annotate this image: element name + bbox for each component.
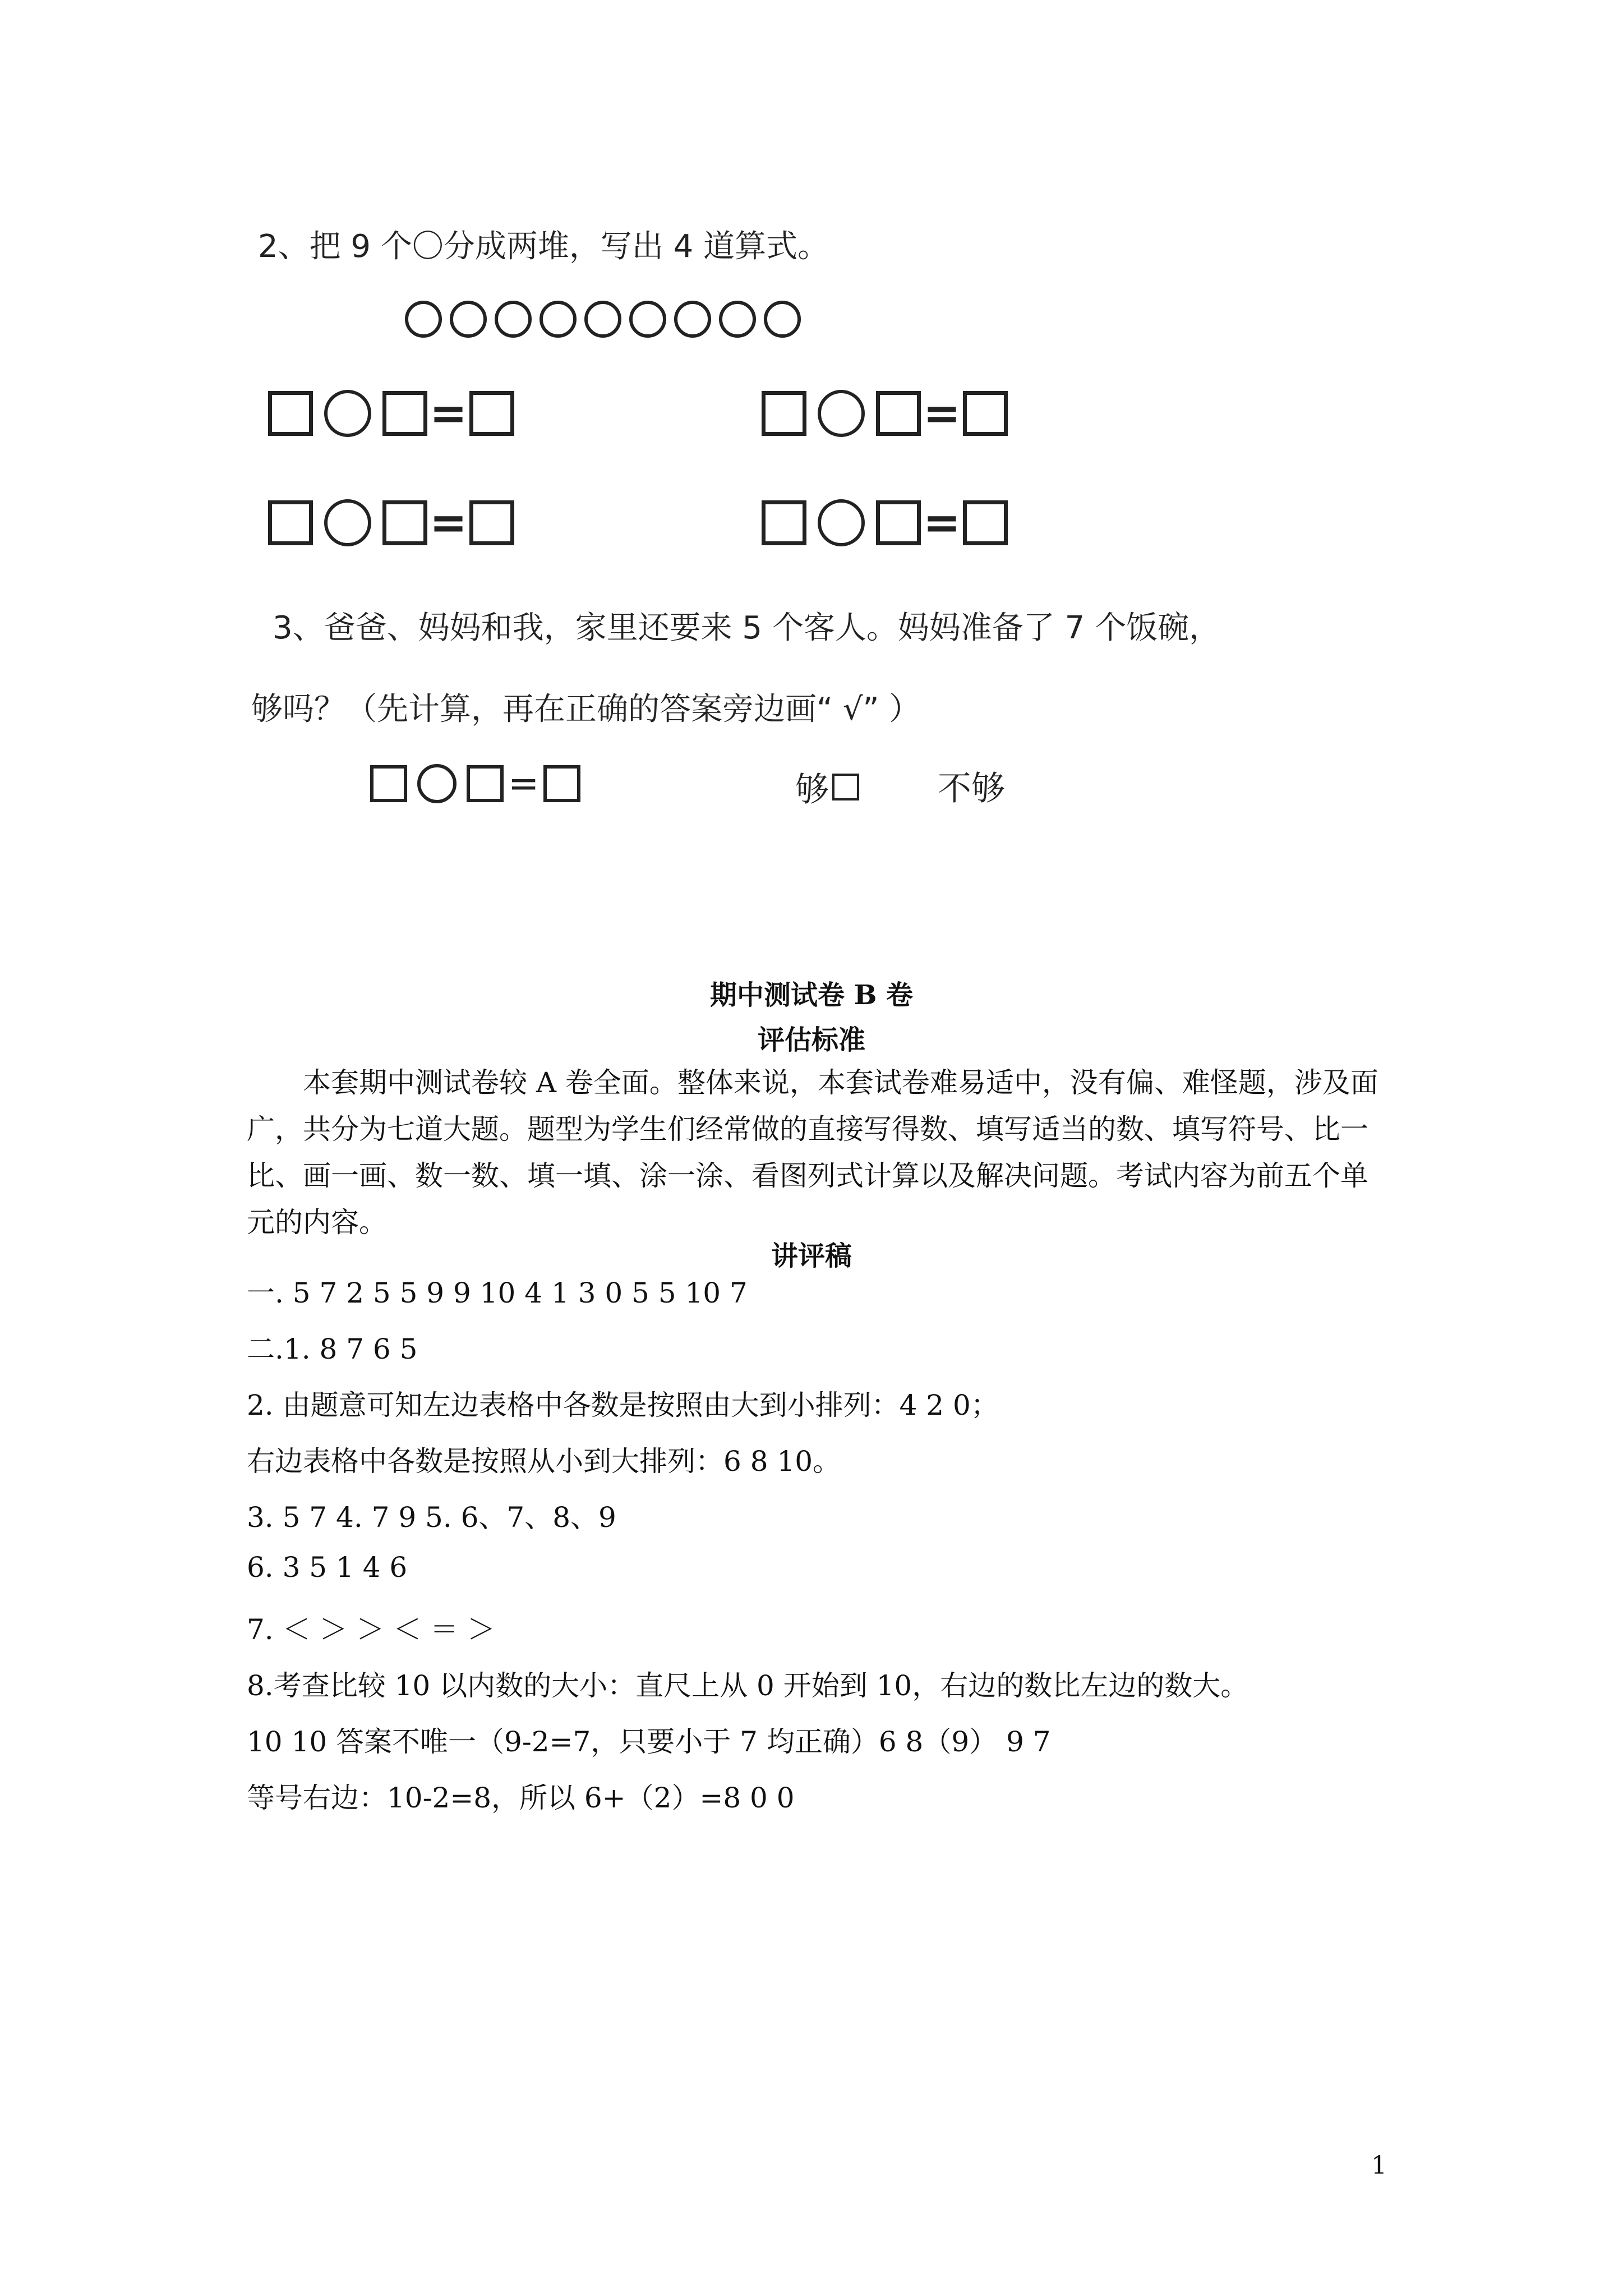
answer-box[interactable] [268,391,313,436]
operator-circle[interactable] [324,499,371,546]
operator-circle[interactable] [818,390,865,437]
answer-box[interactable] [762,500,806,545]
answer-box[interactable] [469,391,514,436]
question-3-line-1: 3、爸爸、妈妈和我，家里还要来 5 个客人。妈妈准备了 7 个饭碗， [273,610,1221,646]
paragraph-line: 本套期中测试卷较 A 卷全面。整体来说，本套试卷难易适中，没有偏、难怪题，涉及面 [303,1066,1378,1099]
answer-key-title: 期中测试卷 B 卷 [710,979,913,1011]
paragraph-line: 比、画一画、数一数、填一填、涂一涂、看图列式计算以及解决问题。考试内容为前五个单 [247,1159,1368,1192]
answer-box[interactable] [382,391,427,436]
equal-sign: = [430,387,468,439]
circle-shape [540,301,577,338]
review-heading: 讲评稿 [771,1240,852,1272]
answer-line: 一. 5 7 2 5 5 9 9 10 4 1 3 0 5 5 10 7 [247,1277,748,1309]
question-2-text: 2、把 9 个〇分成两堆，写出 4 道算式。 [258,228,829,265]
equal-sign: = [923,496,961,549]
equation-row [762,387,1008,439]
answer-box[interactable] [370,765,407,802]
circle-shape [764,301,801,338]
paragraph-line: 广，共分为七道大题。题型为学生们经常做的直接写得数、填写适当的数、填写符号、比一 [247,1113,1368,1145]
answer-line: 10 10 答案不唯一（9-2=7，只要小于 7 均正确）6 8（9） 9 7 [247,1726,1051,1758]
circle-shape [450,301,487,338]
answer-line: 6. 3 5 1 4 6 [247,1551,408,1584]
answer-box[interactable] [876,500,921,545]
operator-circle[interactable] [818,499,865,546]
circle-shape [719,301,756,338]
evaluation-heading: 评估标准 [757,1024,865,1056]
circle-shape [495,301,532,338]
operator-circle[interactable] [324,390,371,437]
circle-shape [674,301,711,338]
equation-row [268,387,514,439]
answer-line: 等号右边：10-2=8，所以 6+（2）=8 0 0 [247,1782,795,1814]
enough-checkbox[interactable] [832,774,859,800]
answer-box[interactable] [876,391,921,436]
q3-equation-row [370,762,580,805]
not-enough-label: 不够 [938,769,1005,808]
answer-line: 3. 5 7 4. 7 9 5. 6、7、8、9 [247,1501,616,1534]
answer-line: 8.考查比较 10 以内数的大小：直尺上从 0 开始到 10，右边的数比左边的数大。 [247,1669,1249,1702]
page-number: 1 [1371,2151,1387,2180]
answer-box[interactable] [963,391,1008,436]
answer-line: 2. 由题意可知左边表格中各数是按照由大到小排列：4 2 0； [247,1389,999,1421]
answer-box[interactable] [963,500,1008,545]
enough-option [795,763,859,811]
answer-box[interactable] [382,500,427,545]
equal-sign: = [508,762,540,805]
circle-shape [405,301,442,338]
circle-shape [629,301,666,338]
equal-sign: = [430,496,468,549]
operator-circle[interactable] [417,764,457,803]
question-3-line-2: 够吗？（先计算，再在正确的答案旁边画“ √” ） [251,691,921,728]
answer-line: 7. ＜ ＞ ＞ ＜ ＝ ＞ [247,1613,496,1646]
equation-row [268,496,514,549]
answer-box[interactable] [469,500,514,545]
nine-circles-row [405,301,801,338]
answer-box[interactable] [467,765,504,802]
equal-sign: = [923,387,961,439]
paragraph-line: 元的内容。 [247,1206,387,1239]
answer-box[interactable] [762,391,806,436]
answer-line: 右边表格中各数是按照从小到大排列：6 8 10。 [247,1445,841,1478]
answer-line: 二.1. 8 7 6 5 [247,1333,418,1365]
circle-shape [584,301,621,338]
enough-label: 够 [795,770,829,809]
equation-row [762,496,1008,549]
answer-box[interactable] [268,500,313,545]
answer-box[interactable] [543,765,580,802]
